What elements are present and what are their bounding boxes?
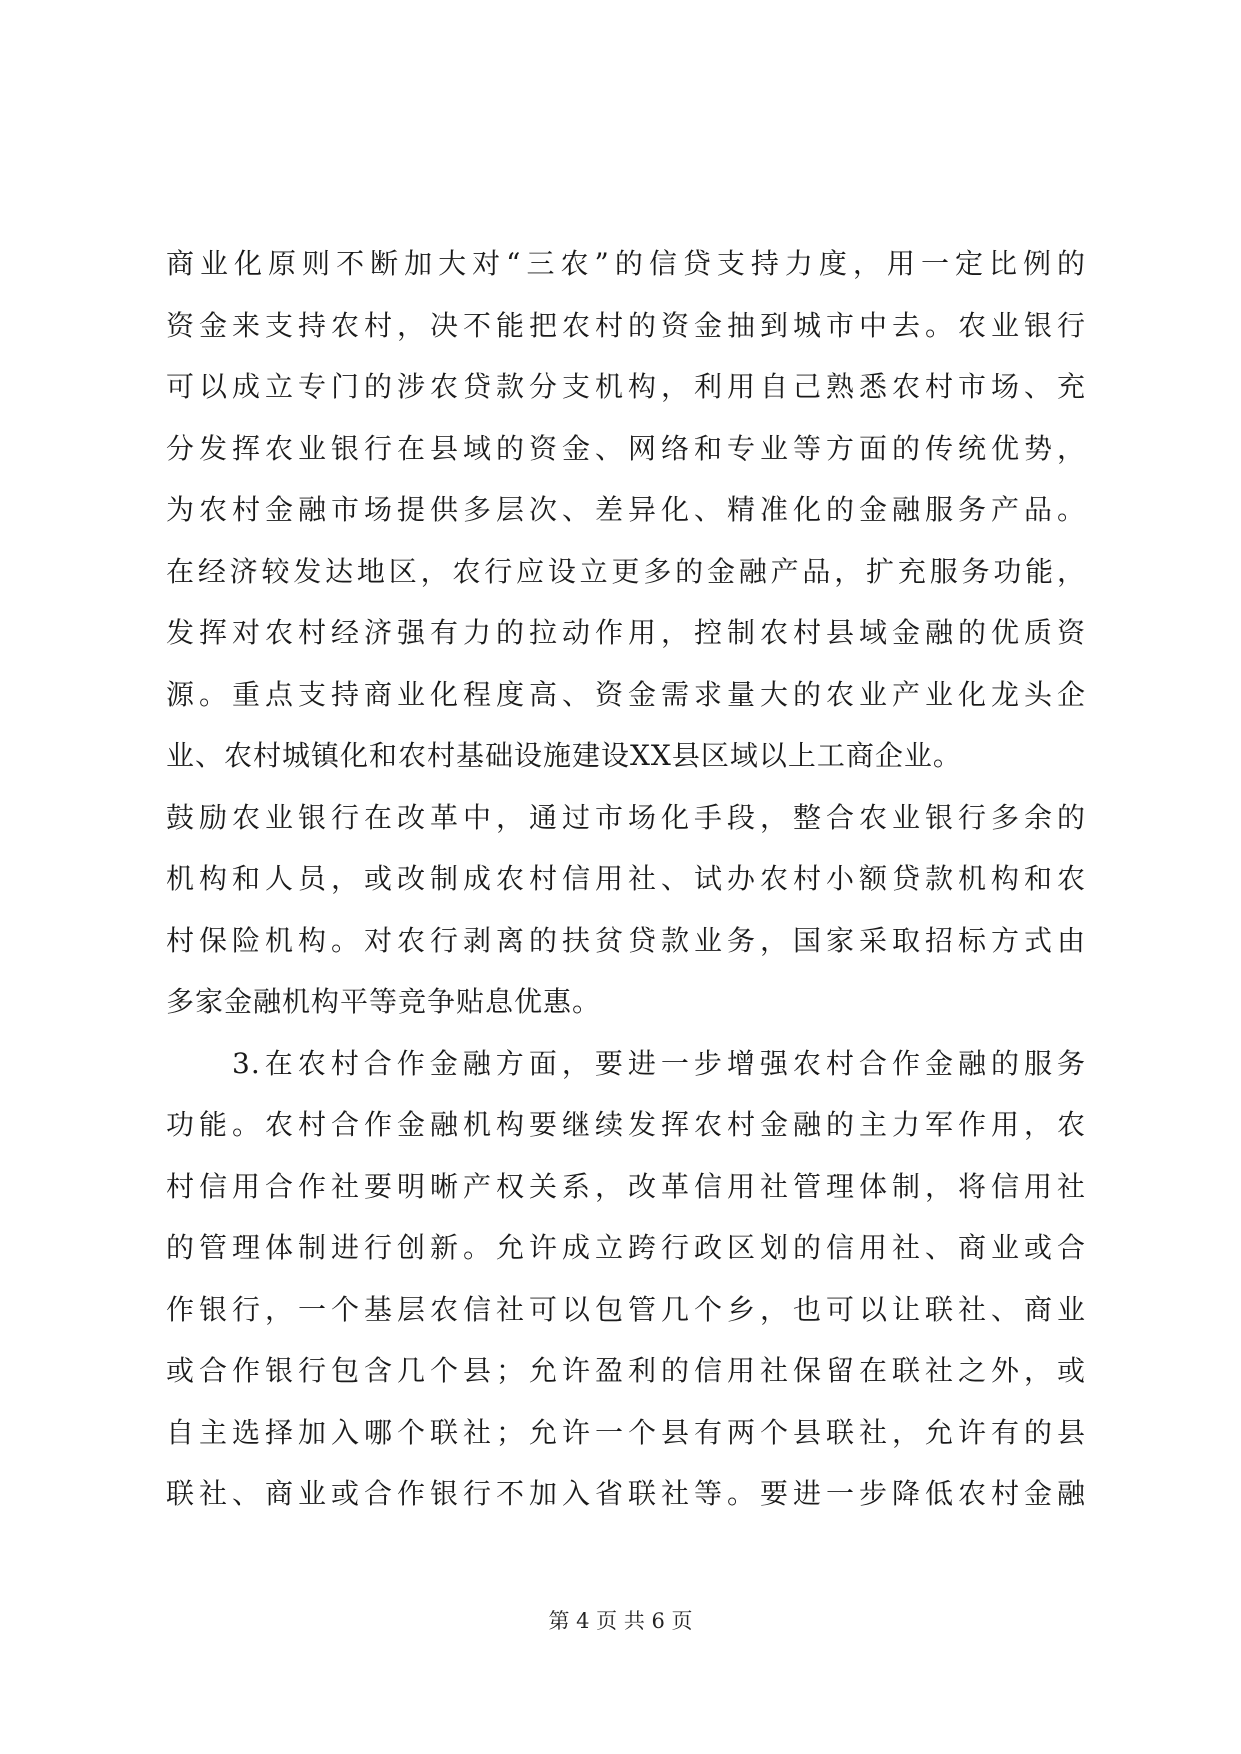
text-line: 源。重点支持商业化程度高、资金需求量大的农业产业化龙头企 bbox=[166, 677, 1086, 711]
text-line: 鼓励农业银行在改革中，通过市场化手段，整合农业银行多余的 bbox=[166, 800, 1086, 834]
text-line: 自主选择加入哪个联社；允许一个县有两个县联社，允许有的县 bbox=[166, 1415, 1086, 1449]
text-line: 3.在农村合作金融方面，要进一步增强农村合作金融的服务 bbox=[232, 1046, 1086, 1080]
text-line: 的管理体制进行创新。允许成立跨行政区划的信用社、商业或合 bbox=[166, 1231, 1086, 1264]
paragraph-2 bbox=[166, 1033, 1086, 1525]
text-line: 发挥对农村经济强有力的拉动作用，控制农村县域金融的优质资 bbox=[166, 616, 1086, 649]
text-line: 村保险机构。对农行剥离的扶贫贷款业务，国家采取招标方式由 bbox=[166, 923, 1086, 957]
text-line: 业、农村城镇化和农村基础设施建设XX县区域以上工商企业。 bbox=[166, 739, 962, 772]
text-line: 在经济较发达地区，农行应设立更多的金融产品，扩充服务功能， bbox=[166, 554, 1086, 588]
text-line: 多家金融机构平等竞争贴息优惠。 bbox=[166, 985, 602, 1018]
text-line: 可以成立专门的涉农贷款分支机构，利用自己熟悉农村市场、充 bbox=[166, 370, 1086, 403]
text-line: 商业化原则不断加大对“三农”的信贷支持力度，用一定比例的 bbox=[166, 247, 1086, 280]
page-number-footer: 第 4 页 共 6 页 bbox=[548, 1609, 693, 1633]
text-line: 村信用合作社要明晰产权关系，改革信用社管理体制，将信用社 bbox=[166, 1169, 1086, 1203]
text-line: 为农村金融市场提供多层次、差异化、精准化的金融服务产品。 bbox=[166, 493, 1086, 526]
body-text bbox=[166, 233, 1086, 1525]
text-line: 联社、商业或合作银行不加入省联社等。要进一步降低农村金融 bbox=[166, 1477, 1086, 1510]
text-line: 功能。农村合作金融机构要继续发挥农村金融的主力军作用，农 bbox=[166, 1108, 1086, 1141]
text-line: 或合作银行包含几个县；允许盈利的信用社保留在联社之外，或 bbox=[166, 1354, 1086, 1387]
text-line: 分发挥农业银行在县域的资金、网络和专业等方面的传统优势， bbox=[166, 431, 1086, 465]
text-line: 机构和人员，或改制成农村信用社、试办农村小额贷款机构和农 bbox=[166, 862, 1086, 895]
paragraph-1 bbox=[166, 233, 1086, 1033]
text-line: 资金来支持农村，决不能把农村的资金抽到城市中去。农业银行 bbox=[166, 308, 1086, 342]
text-line: 作银行，一个基层农信社可以包管几个乡，也可以让联社、商业 bbox=[166, 1292, 1086, 1326]
